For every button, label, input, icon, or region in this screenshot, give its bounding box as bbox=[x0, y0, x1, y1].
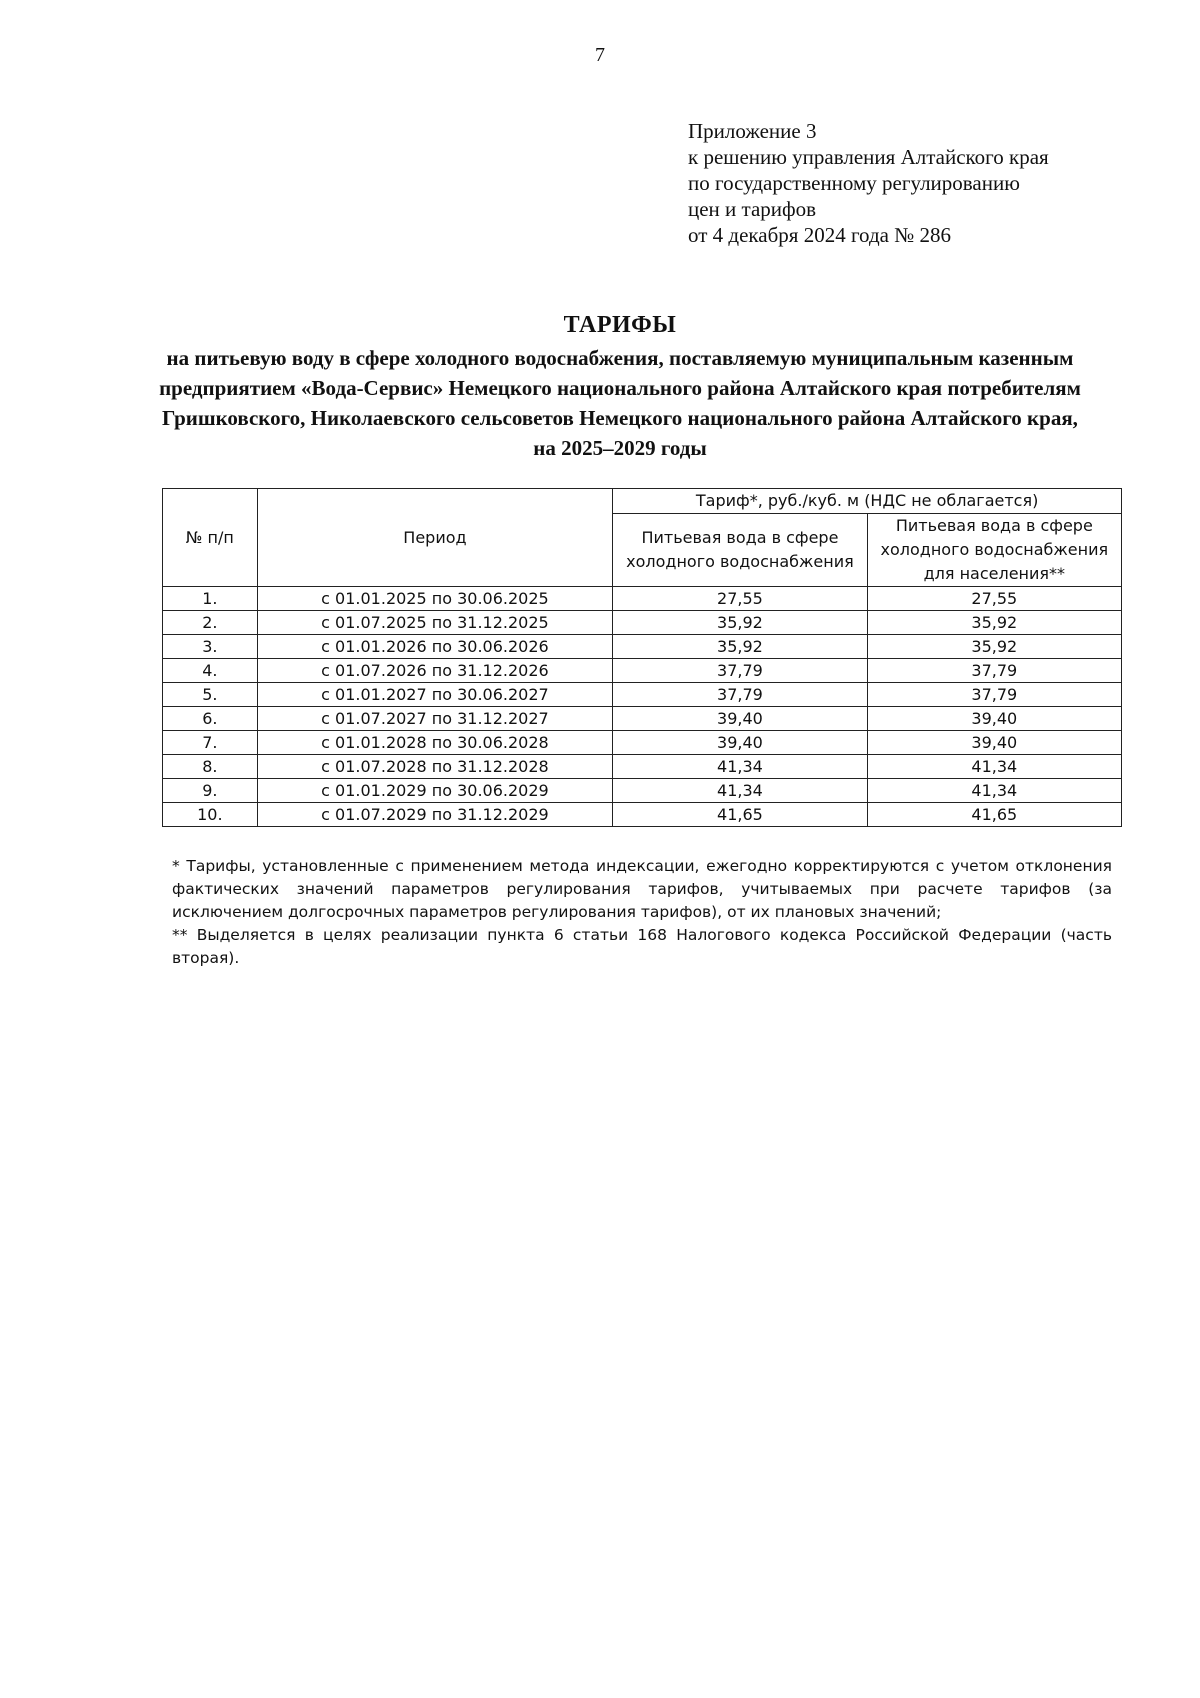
cell-period: с 01.07.2025 по 31.12.2025 bbox=[257, 611, 613, 635]
table-row bbox=[163, 707, 1122, 731]
table-row bbox=[163, 659, 1122, 683]
document-title: ТАРИФЫ bbox=[563, 312, 677, 338]
cell-num: 2. bbox=[163, 611, 258, 635]
cell-period: с 01.01.2028 по 30.06.2028 bbox=[257, 731, 613, 755]
cell-period: с 01.07.2028 по 31.12.2028 bbox=[257, 755, 613, 779]
cell-population: 27,55 bbox=[867, 587, 1121, 611]
cell-population: 39,40 bbox=[867, 707, 1121, 731]
cell-period: с 01.01.2025 по 30.06.2025 bbox=[257, 587, 613, 611]
table-row bbox=[163, 803, 1122, 827]
cell-num: 9. bbox=[163, 779, 258, 803]
cell-num: 5. bbox=[163, 683, 258, 707]
table-row bbox=[163, 635, 1122, 659]
cell-population: 37,79 bbox=[867, 683, 1121, 707]
table-row bbox=[163, 683, 1122, 707]
cell-num: 8. bbox=[163, 755, 258, 779]
cell-general: 39,40 bbox=[613, 731, 867, 755]
header-general: Питьевая вода в сфере холодного водоснабжения bbox=[613, 514, 867, 587]
appendix-line: Приложение 3 bbox=[688, 119, 817, 143]
cell-period: с 01.01.2029 по 30.06.2029 bbox=[257, 779, 613, 803]
table-row bbox=[163, 731, 1122, 755]
header-population: Питьевая вода в сфере холодного водоснабжения для населения** bbox=[867, 514, 1121, 587]
cell-num: 10. bbox=[163, 803, 258, 827]
cell-general: 37,79 bbox=[613, 683, 867, 707]
cell-general: 35,92 bbox=[613, 611, 867, 635]
cell-general: 41,34 bbox=[613, 779, 867, 803]
table-row bbox=[163, 611, 1122, 635]
title-block bbox=[150, 312, 1090, 463]
footnotes bbox=[172, 855, 1112, 970]
table-row bbox=[163, 779, 1122, 803]
appendix-line: цен и тарифов bbox=[688, 197, 817, 221]
cell-population: 35,92 bbox=[867, 635, 1121, 659]
cell-period: с 01.07.2026 по 31.12.2026 bbox=[257, 659, 613, 683]
cell-num: 1. bbox=[163, 587, 258, 611]
header-period: Период bbox=[257, 489, 613, 587]
cell-general: 39,40 bbox=[613, 707, 867, 731]
cell-general: 35,92 bbox=[613, 635, 867, 659]
appendix-line: по государственному регулированию bbox=[688, 171, 1020, 195]
header-num: № п/п bbox=[163, 489, 258, 587]
appendix-block bbox=[688, 118, 1049, 248]
cell-num: 3. bbox=[163, 635, 258, 659]
header-tariff-group: Тариф*, руб./куб. м (НДС не облагается) bbox=[613, 489, 1122, 514]
cell-general: 41,34 bbox=[613, 755, 867, 779]
appendix-line: от 4 декабря 2024 года № 286 bbox=[688, 223, 951, 247]
cell-population: 35,92 bbox=[867, 611, 1121, 635]
cell-period: с 01.01.2027 по 30.06.2027 bbox=[257, 683, 613, 707]
cell-period: с 01.07.2029 по 31.12.2029 bbox=[257, 803, 613, 827]
cell-population: 39,40 bbox=[867, 731, 1121, 755]
cell-population: 41,65 bbox=[867, 803, 1121, 827]
cell-population: 41,34 bbox=[867, 755, 1121, 779]
cell-num: 4. bbox=[163, 659, 258, 683]
appendix-line: к решению управления Алтайского края bbox=[688, 145, 1049, 169]
table-row bbox=[163, 755, 1122, 779]
cell-general: 41,65 bbox=[613, 803, 867, 827]
cell-population: 41,34 bbox=[867, 779, 1121, 803]
cell-period: с 01.07.2027 по 31.12.2027 bbox=[257, 707, 613, 731]
cell-general: 27,55 bbox=[613, 587, 867, 611]
table-row bbox=[163, 587, 1122, 611]
document-subtitle: на питьевую воду в сфере холодного водоснабжения, поставляемую муниципальным казенным предприятием «Вода-Сервис» Немецкого национального района Алтайского края потребителям Гришковского, Николаевского сельсоветов Немецкого национального района Алтайского края, на 2025–2029 годы bbox=[159, 346, 1081, 460]
page-number: 7 bbox=[595, 44, 605, 66]
cell-num: 7. bbox=[163, 731, 258, 755]
footnote-indexation: * Тарифы, установленные с применением метода индексации, ежегодно корректируются с учетом отклонения фактических значений параметров регулирования тарифов, учитываемых при расчете тарифов (за исключением долгосрочных параметров регулирования тарифов), от их плановых значений; bbox=[172, 857, 1112, 921]
cell-num: 6. bbox=[163, 707, 258, 731]
footnote-vat: ** Выделяется в целях реализации пункта 6 статьи 168 Налогового кодекса Российской Федерации (часть вторая). bbox=[172, 926, 1112, 967]
tariff-table-body bbox=[163, 587, 1122, 827]
cell-population: 37,79 bbox=[867, 659, 1121, 683]
cell-general: 37,79 bbox=[613, 659, 867, 683]
tariff-table bbox=[162, 488, 1122, 827]
cell-period: с 01.01.2026 по 30.06.2026 bbox=[257, 635, 613, 659]
